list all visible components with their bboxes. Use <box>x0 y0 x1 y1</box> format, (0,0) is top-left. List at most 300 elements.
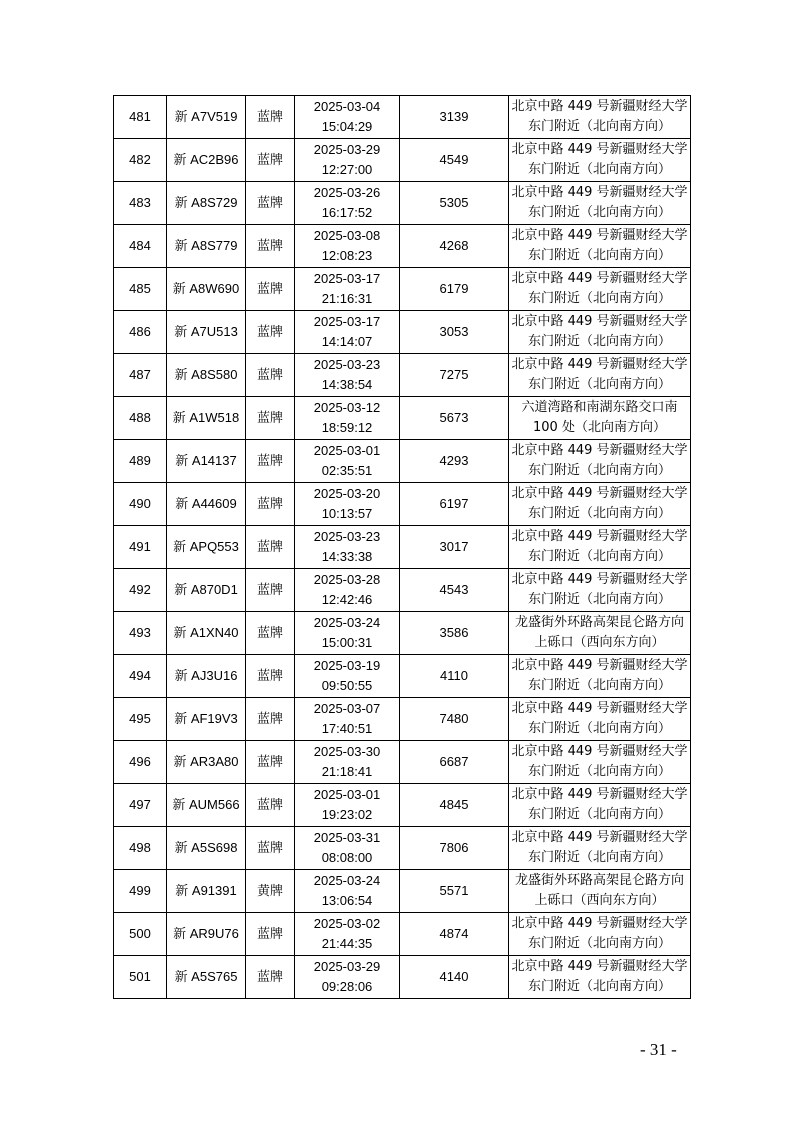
location-line-2: 东门附近（北向南方向） <box>527 850 671 865</box>
timestamp-cell <box>295 827 400 870</box>
row-index-cell <box>114 139 167 182</box>
location-line-1: 北京中路 449 号新疆财经大学 <box>511 701 688 716</box>
amount-value: 7480 <box>439 711 469 726</box>
record-time: 14:33:38 <box>321 549 373 564</box>
row-index-cell <box>114 870 167 913</box>
amount-value: 5305 <box>439 195 469 210</box>
table-row <box>114 956 691 999</box>
location-line-1: 六道湾路和南湖东路交口南 <box>521 400 678 415</box>
location-line-2: 东门附近（北向南方向） <box>527 807 671 822</box>
amount-cell <box>400 741 509 784</box>
amount-value: 3017 <box>439 539 469 554</box>
amount-cell <box>400 784 509 827</box>
row-index: 482 <box>129 152 151 167</box>
timestamp-cell <box>295 698 400 741</box>
plate-number: 新 AUM566 <box>172 797 240 812</box>
row-index-cell <box>114 655 167 698</box>
record-time: 15:00:31 <box>321 635 373 650</box>
location-line-1: 龙盛街外环路高架昆仑路方向 <box>514 873 684 888</box>
table-row <box>114 139 691 182</box>
amount-value: 3139 <box>439 109 469 124</box>
location-line-1: 北京中路 449 号新疆财经大学 <box>511 959 688 974</box>
plate-number-cell <box>167 827 246 870</box>
record-date: 2025-03-20 <box>313 486 381 501</box>
amount-value: 3586 <box>439 625 469 640</box>
record-time: 12:27:00 <box>321 162 373 177</box>
row-index: 497 <box>129 797 151 812</box>
plate-color-cell <box>246 311 295 354</box>
row-index: 500 <box>129 926 151 941</box>
plate-number: 新 A1XN40 <box>173 625 239 640</box>
location-line-2: 东门附近（北向南方向） <box>527 248 671 263</box>
plate-number: 新 A7U513 <box>174 324 238 339</box>
location-line-2: 东门附近（北向南方向） <box>527 291 671 306</box>
location-line-2: 上砾口（西向东方向） <box>534 893 665 908</box>
plate-color-cell <box>246 612 295 655</box>
record-date: 2025-03-08 <box>313 228 381 243</box>
amount-value: 5673 <box>439 410 469 425</box>
row-index: 499 <box>129 883 151 898</box>
row-index: 484 <box>129 238 151 253</box>
amount-cell <box>400 655 509 698</box>
plate-color-cell <box>246 526 295 569</box>
location-line-1: 北京中路 449 号新疆财经大学 <box>511 228 688 243</box>
plate-color-cell <box>246 655 295 698</box>
record-time: 13:06:54 <box>321 893 373 908</box>
row-index: 491 <box>129 539 151 554</box>
location-line-1: 北京中路 449 号新疆财经大学 <box>511 830 688 845</box>
row-index-cell <box>114 913 167 956</box>
record-date: 2025-03-29 <box>313 142 381 157</box>
row-index-cell <box>114 612 167 655</box>
plate-number-cell <box>167 741 246 784</box>
amount-cell <box>400 956 509 999</box>
plate-number: 新 A870D1 <box>174 582 238 597</box>
plate-number: 新 AR9U76 <box>173 926 239 941</box>
timestamp-cell <box>295 784 400 827</box>
plate-color-cell <box>246 440 295 483</box>
amount-value: 3053 <box>439 324 469 339</box>
plate-number-cell <box>167 913 246 956</box>
plate-color-cell <box>246 483 295 526</box>
row-index-cell <box>114 182 167 225</box>
plate-color: 蓝牌 <box>256 625 283 640</box>
timestamp-cell <box>295 268 400 311</box>
amount-cell <box>400 569 509 612</box>
plate-color-cell <box>246 827 295 870</box>
plate-color: 蓝牌 <box>256 367 283 382</box>
record-time: 16:17:52 <box>321 205 373 220</box>
row-index: 492 <box>129 582 151 597</box>
plate-number-cell <box>167 870 246 913</box>
record-date: 2025-03-28 <box>313 572 381 587</box>
plate-color: 蓝牌 <box>256 195 283 210</box>
plate-color: 蓝牌 <box>256 496 283 511</box>
amount-value: 6197 <box>439 496 469 511</box>
timestamp-cell <box>295 483 400 526</box>
amount-cell <box>400 311 509 354</box>
plate-number: 新 A5S765 <box>174 969 238 984</box>
page-number: - 31 - <box>640 1040 677 1059</box>
location-line-2: 东门附近（北向南方向） <box>527 119 671 134</box>
row-index-cell <box>114 440 167 483</box>
timestamp-cell <box>295 741 400 784</box>
plate-color-cell <box>246 354 295 397</box>
record-time: 14:14:07 <box>321 334 373 349</box>
location-line-1: 龙盛街外环路高架昆仑路方向 <box>514 615 684 630</box>
record-time: 14:38:54 <box>321 377 373 392</box>
plate-color-cell <box>246 139 295 182</box>
plate-color: 蓝牌 <box>256 152 283 167</box>
location-cell <box>509 182 691 225</box>
table-row <box>114 483 691 526</box>
plate-color: 蓝牌 <box>256 797 283 812</box>
timestamp-cell <box>295 526 400 569</box>
plate-number-cell <box>167 655 246 698</box>
amount-cell <box>400 483 509 526</box>
table-row <box>114 311 691 354</box>
location-line-1: 北京中路 449 号新疆财经大学 <box>511 744 688 759</box>
plate-color-cell <box>246 268 295 311</box>
location-line-2: 东门附近（北向南方向） <box>527 334 671 349</box>
record-date: 2025-03-01 <box>313 443 381 458</box>
record-date: 2025-03-30 <box>313 744 381 759</box>
location-line-2: 东门附近（北向南方向） <box>527 463 671 478</box>
row-index: 490 <box>129 496 151 511</box>
amount-value: 5571 <box>439 883 469 898</box>
amount-value: 4874 <box>439 926 469 941</box>
timestamp-cell <box>295 612 400 655</box>
table-row <box>114 870 691 913</box>
amount-cell <box>400 827 509 870</box>
record-time: 17:40:51 <box>321 721 373 736</box>
amount-value: 7806 <box>439 840 469 855</box>
amount-value: 4543 <box>439 582 469 597</box>
amount-cell <box>400 354 509 397</box>
location-line-1: 北京中路 449 号新疆财经大学 <box>511 142 688 157</box>
plate-number: 新 A1W518 <box>172 410 240 425</box>
row-index-cell <box>114 311 167 354</box>
location-line-2: 东门附近（北向南方向） <box>527 205 671 220</box>
row-index: 495 <box>129 711 151 726</box>
record-date: 2025-03-23 <box>313 357 381 372</box>
table-row <box>114 225 691 268</box>
table-row <box>114 268 691 311</box>
timestamp-cell <box>295 440 400 483</box>
table-row <box>114 96 691 139</box>
plate-color: 蓝牌 <box>256 281 283 296</box>
plate-number: 新 A8W690 <box>172 281 240 296</box>
amount-value: 4549 <box>439 152 469 167</box>
record-date: 2025-03-17 <box>313 314 381 329</box>
plate-number-cell <box>167 397 246 440</box>
amount-cell <box>400 698 509 741</box>
table-row <box>114 440 691 483</box>
plate-number-cell <box>167 268 246 311</box>
table-row <box>114 784 691 827</box>
amount-cell <box>400 612 509 655</box>
timestamp-cell <box>295 870 400 913</box>
table-row <box>114 569 691 612</box>
location-line-1: 北京中路 449 号新疆财经大学 <box>511 314 688 329</box>
location-line-1: 北京中路 449 号新疆财经大学 <box>511 916 688 931</box>
table-row <box>114 526 691 569</box>
amount-value: 4268 <box>439 238 469 253</box>
records-table <box>113 95 691 999</box>
amount-value: 4110 <box>440 668 468 683</box>
plate-color: 黄牌 <box>256 883 283 898</box>
plate-color: 蓝牌 <box>256 840 283 855</box>
plate-color: 蓝牌 <box>256 969 283 984</box>
record-time: 08:08:00 <box>321 850 373 865</box>
amount-cell <box>400 397 509 440</box>
record-date: 2025-03-02 <box>313 916 381 931</box>
row-index-cell <box>114 784 167 827</box>
plate-number: 新 A44609 <box>175 496 237 511</box>
location-line-2: 东门附近（北向南方向） <box>527 162 671 177</box>
row-index-cell <box>114 827 167 870</box>
location-cell <box>509 440 691 483</box>
row-index: 498 <box>129 840 151 855</box>
plate-color-cell <box>246 913 295 956</box>
row-index: 494 <box>129 668 151 683</box>
record-time: 12:08:23 <box>321 248 373 263</box>
location-line-2: 东门附近（北向南方向） <box>527 377 671 392</box>
timestamp-cell <box>295 956 400 999</box>
plate-color: 蓝牌 <box>256 711 283 726</box>
plate-color: 蓝牌 <box>256 410 283 425</box>
timestamp-cell <box>295 311 400 354</box>
plate-number: 新 AR3A80 <box>173 754 239 769</box>
record-date: 2025-03-29 <box>313 959 381 974</box>
record-date: 2025-03-19 <box>313 658 381 673</box>
plate-number: 新 A8S729 <box>174 195 238 210</box>
amount-cell <box>400 182 509 225</box>
location-cell <box>509 612 691 655</box>
plate-number: 新 AC2B96 <box>173 152 239 167</box>
amount-value: 4293 <box>439 453 469 468</box>
plate-color: 蓝牌 <box>256 668 283 683</box>
record-date: 2025-03-26 <box>313 185 381 200</box>
plate-number-cell <box>167 139 246 182</box>
plate-color-cell <box>246 397 295 440</box>
plate-number-cell <box>167 182 246 225</box>
row-index-cell <box>114 268 167 311</box>
location-line-1: 北京中路 449 号新疆财经大学 <box>511 658 688 673</box>
plate-number-cell <box>167 569 246 612</box>
row-index-cell <box>114 397 167 440</box>
location-cell <box>509 526 691 569</box>
amount-value: 4845 <box>439 797 469 812</box>
plate-color-cell <box>246 182 295 225</box>
plate-number: 新 APQ553 <box>173 539 239 554</box>
plate-color-cell <box>246 870 295 913</box>
table-row <box>114 354 691 397</box>
plate-number: 新 AJ3U16 <box>174 668 238 683</box>
row-index-cell <box>114 956 167 999</box>
timestamp-cell <box>295 139 400 182</box>
location-line-2: 东门附近（北向南方向） <box>527 678 671 693</box>
row-index-cell <box>114 698 167 741</box>
timestamp-cell <box>295 225 400 268</box>
location-cell <box>509 956 691 999</box>
record-time: 21:16:31 <box>321 291 373 306</box>
location-cell <box>509 139 691 182</box>
record-date: 2025-03-24 <box>313 615 381 630</box>
amount-cell <box>400 268 509 311</box>
record-time: 02:35:51 <box>321 463 373 478</box>
plate-number-cell <box>167 526 246 569</box>
table-row <box>114 182 691 225</box>
location-line-2: 上砾口（西向东方向） <box>534 635 665 650</box>
location-line-1: 北京中路 449 号新疆财经大学 <box>511 572 688 587</box>
row-index-cell <box>114 569 167 612</box>
record-date: 2025-03-17 <box>313 271 381 286</box>
location-line-1: 北京中路 449 号新疆财经大学 <box>511 486 688 501</box>
location-cell <box>509 784 691 827</box>
table-row <box>114 655 691 698</box>
record-date: 2025-03-07 <box>313 701 381 716</box>
plate-number: 新 A91391 <box>175 883 237 898</box>
location-line-1: 北京中路 449 号新疆财经大学 <box>511 99 688 114</box>
row-index: 496 <box>129 754 151 769</box>
amount-value: 7275 <box>439 367 469 382</box>
plate-color-cell <box>246 225 295 268</box>
location-line-1: 北京中路 449 号新疆财经大学 <box>511 443 688 458</box>
amount-cell <box>400 913 509 956</box>
plate-color: 蓝牌 <box>256 754 283 769</box>
location-line-1: 北京中路 449 号新疆财经大学 <box>511 787 688 802</box>
location-cell <box>509 354 691 397</box>
location-line-2: 东门附近（北向南方向） <box>527 506 671 521</box>
plate-color-cell <box>246 96 295 139</box>
plate-color-cell <box>246 784 295 827</box>
plate-number-cell <box>167 225 246 268</box>
amount-value: 6687 <box>439 754 469 769</box>
amount-value: 4140 <box>439 969 469 984</box>
plate-number-cell <box>167 698 246 741</box>
record-date: 2025-03-04 <box>313 99 381 114</box>
timestamp-cell <box>295 354 400 397</box>
row-index: 489 <box>129 453 151 468</box>
amount-cell <box>400 526 509 569</box>
amount-cell <box>400 440 509 483</box>
row-index: 485 <box>129 281 151 296</box>
plate-color-cell <box>246 956 295 999</box>
location-line-2: 东门附近（北向南方向） <box>527 549 671 564</box>
record-date: 2025-03-24 <box>313 873 381 888</box>
plate-color-cell <box>246 569 295 612</box>
location-line-1: 北京中路 449 号新疆财经大学 <box>511 357 688 372</box>
row-index: 488 <box>129 410 151 425</box>
row-index-cell <box>114 225 167 268</box>
location-line-2: 东门附近（北向南方向） <box>527 764 671 779</box>
record-date: 2025-03-12 <box>313 400 381 415</box>
plate-color: 蓝牌 <box>256 109 283 124</box>
plate-number-cell <box>167 354 246 397</box>
plate-number-cell <box>167 784 246 827</box>
record-time: 19:23:02 <box>321 807 373 822</box>
plate-number-cell <box>167 311 246 354</box>
plate-number: 新 A8S580 <box>174 367 238 382</box>
location-cell <box>509 96 691 139</box>
table-row <box>114 741 691 784</box>
location-cell <box>509 311 691 354</box>
plate-color: 蓝牌 <box>256 926 283 941</box>
row-index: 493 <box>129 625 151 640</box>
row-index-cell <box>114 354 167 397</box>
record-time: 18:59:12 <box>321 420 373 435</box>
location-line-2: 东门附近（北向南方向） <box>527 979 671 994</box>
timestamp-cell <box>295 182 400 225</box>
row-index-cell <box>114 96 167 139</box>
location-cell <box>509 268 691 311</box>
location-cell <box>509 741 691 784</box>
timestamp-cell <box>295 655 400 698</box>
location-cell <box>509 827 691 870</box>
row-index: 483 <box>129 195 151 210</box>
records-table-body <box>114 96 691 999</box>
table-row <box>114 827 691 870</box>
amount-cell <box>400 870 509 913</box>
record-time: 21:18:41 <box>321 764 373 779</box>
location-line-2: 东门附近（北向南方向） <box>527 936 671 951</box>
plate-color: 蓝牌 <box>256 582 283 597</box>
table-row <box>114 612 691 655</box>
plate-color-cell <box>246 698 295 741</box>
record-time: 15:04:29 <box>321 119 373 134</box>
location-line-2: 东门附近（北向南方向） <box>527 592 671 607</box>
plate-number: 新 A5S698 <box>174 840 238 855</box>
record-time: 10:13:57 <box>321 506 373 521</box>
location-cell <box>509 698 691 741</box>
plate-number: 新 A8S779 <box>174 238 238 253</box>
row-index-cell <box>114 741 167 784</box>
location-line-1: 北京中路 449 号新疆财经大学 <box>511 529 688 544</box>
plate-number-cell <box>167 612 246 655</box>
location-line-2: 100 处（北向南方向） <box>533 420 666 435</box>
plate-number-cell <box>167 440 246 483</box>
table-row <box>114 397 691 440</box>
plate-number-cell <box>167 956 246 999</box>
location-cell <box>509 913 691 956</box>
row-index: 487 <box>129 367 151 382</box>
amount-value: 6179 <box>439 281 469 296</box>
plate-color: 蓝牌 <box>256 238 283 253</box>
row-index-cell <box>114 483 167 526</box>
timestamp-cell <box>295 569 400 612</box>
timestamp-cell <box>295 96 400 139</box>
record-time: 09:28:06 <box>321 979 373 994</box>
plate-color: 蓝牌 <box>256 539 283 554</box>
timestamp-cell <box>295 913 400 956</box>
record-date: 2025-03-31 <box>313 830 381 845</box>
amount-cell <box>400 96 509 139</box>
record-time: 12:42:46 <box>321 592 373 607</box>
amount-cell <box>400 225 509 268</box>
location-cell <box>509 397 691 440</box>
row-index: 501 <box>129 969 151 984</box>
plate-color: 蓝牌 <box>256 453 283 468</box>
record-date: 2025-03-01 <box>313 787 381 802</box>
record-time: 09:50:55 <box>321 678 373 693</box>
plate-color-cell <box>246 741 295 784</box>
location-cell <box>509 870 691 913</box>
location-cell <box>509 655 691 698</box>
plate-color: 蓝牌 <box>256 324 283 339</box>
location-cell <box>509 483 691 526</box>
plate-number: 新 A7V519 <box>174 109 238 124</box>
